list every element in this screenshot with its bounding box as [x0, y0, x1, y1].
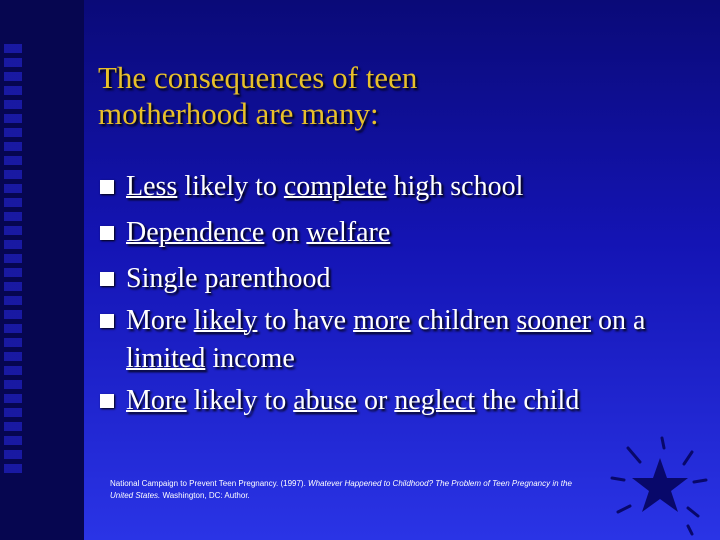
bullet-list [98, 164, 708, 424]
bullet-text: on a [591, 305, 646, 336]
bullet-item [98, 164, 708, 210]
title-line-1: The consequences of teen [98, 60, 418, 95]
citation [110, 478, 580, 502]
underlined-word: More [126, 385, 187, 416]
left-square-pattern [4, 44, 22, 474]
bullet-text: likely to [177, 171, 284, 202]
bullet-item [98, 378, 708, 424]
bullet-item [98, 210, 708, 256]
bullet-text: children [410, 305, 517, 336]
left-decorative-bar [0, 0, 84, 540]
citation-text: National Campaign to Prevent Teen Pregnancy. (1997). [110, 479, 309, 488]
bullet-text: high school [386, 171, 524, 202]
bullet-text: More [126, 305, 194, 336]
bullet-text: or [356, 385, 395, 416]
underlined-word: sooner [516, 305, 591, 336]
bullet-text: likely to [186, 385, 294, 416]
square-bullet-icon [100, 226, 114, 240]
star-icon [600, 430, 720, 540]
underlined-word: Less [126, 171, 178, 202]
slide-title [98, 60, 658, 132]
underlined-word: welfare [306, 217, 391, 248]
underlined-word: Dependence [126, 217, 265, 248]
underlined-word: limited [126, 343, 206, 374]
bullet-text: income [205, 343, 295, 374]
citation-title: Whatever Happened to Childhood? The Problem of Teen Pregnancy in the United States. [110, 479, 572, 500]
square-bullet-icon [100, 272, 114, 286]
square-bullet-icon [100, 314, 114, 328]
underlined-word: abuse [293, 385, 357, 416]
square-bullet-icon [100, 180, 114, 194]
citation-publisher: Washington, DC: Author. [160, 491, 250, 500]
bullet-text: Single parenthood [126, 263, 331, 294]
underlined-word: more [353, 305, 411, 336]
bullet-text: the child [475, 385, 580, 416]
underlined-word: likely [193, 305, 258, 336]
square-bullet-icon [100, 394, 114, 408]
bullet-item [98, 256, 708, 302]
underlined-word: neglect [394, 385, 476, 416]
bullet-item [98, 302, 708, 378]
underlined-word: complete [283, 171, 387, 202]
title-line-2: motherhood are many: [98, 96, 379, 131]
bullet-text: on [264, 217, 307, 248]
bullet-text: to have [257, 305, 354, 336]
